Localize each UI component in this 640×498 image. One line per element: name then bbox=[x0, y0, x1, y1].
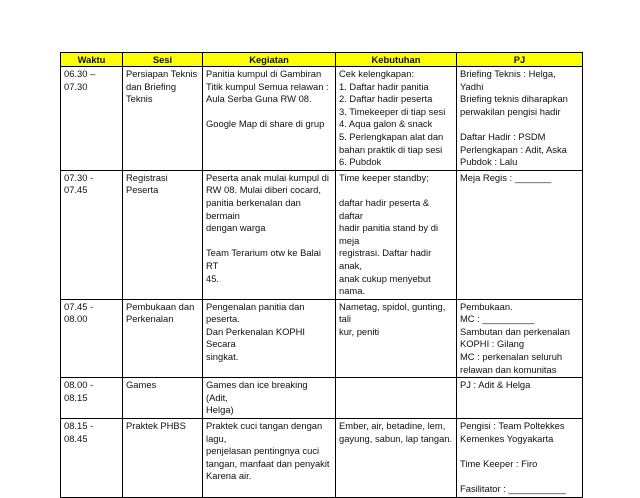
kegiatan-line: Peserta anak mulai kumpul di bbox=[206, 171, 329, 183]
sesi-line: Games bbox=[126, 379, 157, 391]
cell-kegiatan bbox=[203, 419, 336, 498]
cell-kegiatan bbox=[203, 299, 336, 378]
pj-line: Time Keeper : Firo bbox=[460, 457, 538, 469]
pj-line: Meja Regis : _______ bbox=[460, 171, 552, 183]
cell-sesi bbox=[123, 170, 203, 299]
kebutuhan-line: hadir panitia stand by di meja bbox=[339, 222, 441, 246]
waktu-text: 07.30 - 07.45 bbox=[64, 171, 96, 196]
cell-sesi bbox=[123, 378, 203, 419]
kegiatan-line: Panitia kumpul di Gambiran bbox=[206, 68, 322, 79]
kebutuhan-line: Time keeper standby; bbox=[339, 171, 429, 183]
pj-line: Kemenkes Yogyakarta bbox=[460, 432, 554, 444]
kegiatan-line: penjelasan pentingnya cuci bbox=[206, 445, 320, 457]
cell-sesi bbox=[123, 299, 203, 378]
pj-line: Fasilitator : ___________ bbox=[460, 483, 566, 494]
cell-kegiatan bbox=[203, 378, 336, 419]
cell-sesi bbox=[123, 67, 203, 171]
cell-waktu bbox=[61, 170, 123, 299]
cell-kebutuhan bbox=[336, 299, 457, 378]
sesi-line: Registrasi Peserta bbox=[126, 171, 171, 196]
cell-waktu bbox=[61, 378, 123, 419]
sesi-line: dan Briefing bbox=[126, 80, 177, 92]
sesi-line: Pembukaan dan bbox=[126, 300, 195, 312]
kebutuhan-line: bahan praktik di tiap sesi bbox=[339, 143, 443, 155]
cell-kegiatan bbox=[203, 67, 336, 171]
pj-line: Briefing Teknis : Helga, Yadhi bbox=[460, 68, 559, 92]
pj-line: MC : perkenalan seluruh bbox=[460, 351, 563, 363]
kegiatan-line: RW 08. Mulai diberi cocard, bbox=[206, 184, 321, 196]
cell-pj bbox=[457, 419, 583, 498]
header-kebutuhan: Kebutuhan bbox=[336, 53, 457, 67]
pj-line: KOPHI : Gilang bbox=[460, 338, 525, 350]
cell-waktu bbox=[61, 419, 123, 498]
pj-line bbox=[460, 445, 579, 458]
pj-line bbox=[460, 470, 579, 483]
pj-line: Briefing teknis diharapkan bbox=[460, 93, 568, 105]
kegiatan-line: panitia berkenalan dan bermain bbox=[206, 196, 304, 221]
kebutuhan-line: 3. Timekeeper di tiap sesi bbox=[339, 105, 446, 117]
cell-sesi bbox=[123, 419, 203, 498]
pj-line: Pembukaan. bbox=[460, 300, 513, 312]
kegiatan-line bbox=[206, 235, 332, 248]
kebutuhan-line: Cek kelengkapan: bbox=[339, 68, 415, 79]
pj-line: Perlengkapan : Adit, Aska bbox=[460, 143, 567, 155]
kegiatan-line: Aula Serba Guna RW 08. bbox=[206, 93, 312, 105]
cell-kebutuhan bbox=[336, 170, 457, 299]
cell-pj bbox=[457, 378, 583, 419]
pj-line: Pengisi : Team Poltekkes bbox=[460, 420, 565, 432]
table-row bbox=[61, 378, 583, 419]
sesi-line: Praktek PHBS bbox=[126, 420, 186, 432]
kegiatan-line: Games dan ice breaking (Adit, bbox=[206, 379, 311, 403]
pj-line: Sambutan dan perkenalan bbox=[460, 325, 570, 337]
waktu-text: 08.00 - 08.15 bbox=[64, 379, 96, 403]
kegiatan-line: Titik kumpul Semua relawan : bbox=[206, 80, 329, 92]
pj-line: Daftar Hadir : PSDM bbox=[460, 130, 546, 142]
pj-line: relawan dan komunitas bbox=[460, 363, 557, 375]
kegiatan-line: Team Terarium otw ke Balai RT bbox=[206, 247, 324, 271]
kebutuhan-line bbox=[339, 184, 453, 197]
kegiatan-line: Pengenalan panitia dan peserta. bbox=[206, 300, 308, 325]
cell-kebutuhan bbox=[336, 419, 457, 498]
kebutuhan-line: kur, peniti bbox=[339, 325, 380, 337]
kegiatan-line: Dan Perkenalan KOPHI Secara bbox=[206, 325, 308, 350]
cell-kegiatan bbox=[203, 170, 336, 299]
kebutuhan-line: gayung, sabun, lap tangan. bbox=[339, 432, 453, 444]
cell-pj bbox=[457, 170, 583, 299]
kebutuhan-line: Ember, air, betadine, lem, bbox=[339, 420, 446, 432]
header-waktu: Waktu bbox=[61, 53, 123, 67]
table-row bbox=[61, 419, 583, 498]
sesi-line: Persiapan Teknis bbox=[126, 68, 198, 79]
kebutuhan-line: Nametag, spidol, gunting, tali bbox=[339, 300, 448, 325]
pj-line: Pubdok : Lalu bbox=[460, 156, 518, 168]
header-kegiatan: Kegiatan bbox=[203, 53, 336, 67]
waktu-text: 06.30 – 07.30 bbox=[64, 68, 98, 92]
kebutuhan-line: 5. Perlengkapan alat dan bbox=[339, 130, 444, 142]
kegiatan-line: Helga) bbox=[206, 404, 234, 416]
header-sesi: Sesi bbox=[123, 53, 203, 67]
table-row bbox=[61, 170, 583, 299]
kegiatan-line bbox=[206, 106, 332, 119]
kebutuhan-line: 2. Daftar hadir peserta bbox=[339, 93, 433, 105]
cell-kebutuhan bbox=[336, 378, 457, 419]
cell-kebutuhan bbox=[336, 67, 457, 171]
waktu-text: 07.45 - 08.00 bbox=[64, 300, 96, 325]
kebutuhan-line: anak cukup menyebut nama. bbox=[339, 272, 434, 297]
schedule-body bbox=[61, 67, 583, 498]
pj-line: perwakilan pengisi hadir bbox=[460, 105, 561, 117]
header-pj: PJ bbox=[457, 53, 583, 67]
pj-line: PJ : Adit & Helga bbox=[460, 379, 531, 391]
schedule-table bbox=[60, 52, 583, 498]
cell-waktu bbox=[61, 299, 123, 378]
table-row bbox=[61, 67, 583, 171]
pj-line: MC : __________ bbox=[460, 313, 535, 325]
header-row bbox=[61, 53, 583, 67]
cell-waktu bbox=[61, 67, 123, 171]
table-row bbox=[61, 299, 583, 378]
kegiatan-line: 45. bbox=[206, 272, 220, 284]
kebutuhan-line: 6. Pubdok bbox=[339, 156, 382, 168]
kegiatan-line: dengan warga bbox=[206, 222, 266, 234]
kebutuhan-line: 1. Daftar hadir panitia bbox=[339, 80, 429, 92]
kebutuhan-line: daftar hadir peserta & daftar bbox=[339, 196, 432, 221]
kegiatan-line: tangan, manfaat dan penyakit bbox=[206, 457, 330, 469]
cell-pj bbox=[457, 67, 583, 171]
cell-pj bbox=[457, 299, 583, 378]
sesi-line: Perkenalan bbox=[126, 313, 174, 325]
kebutuhan-line: registrasi. Daftar hadir anak, bbox=[339, 247, 434, 271]
sesi-line: Teknis bbox=[126, 93, 153, 105]
kegiatan-line: singkat. bbox=[206, 351, 239, 363]
kegiatan-line: Google Map di share di grup bbox=[206, 118, 325, 130]
pj-line bbox=[460, 118, 579, 131]
kegiatan-line: Karena air. bbox=[206, 470, 252, 482]
kegiatan-line: Praktek cuci tangan dengan lagu, bbox=[206, 420, 325, 444]
kebutuhan-line: 4. Aqua galon & snack bbox=[339, 118, 433, 130]
waktu-text: 08.15 - 08.45 bbox=[64, 420, 96, 444]
